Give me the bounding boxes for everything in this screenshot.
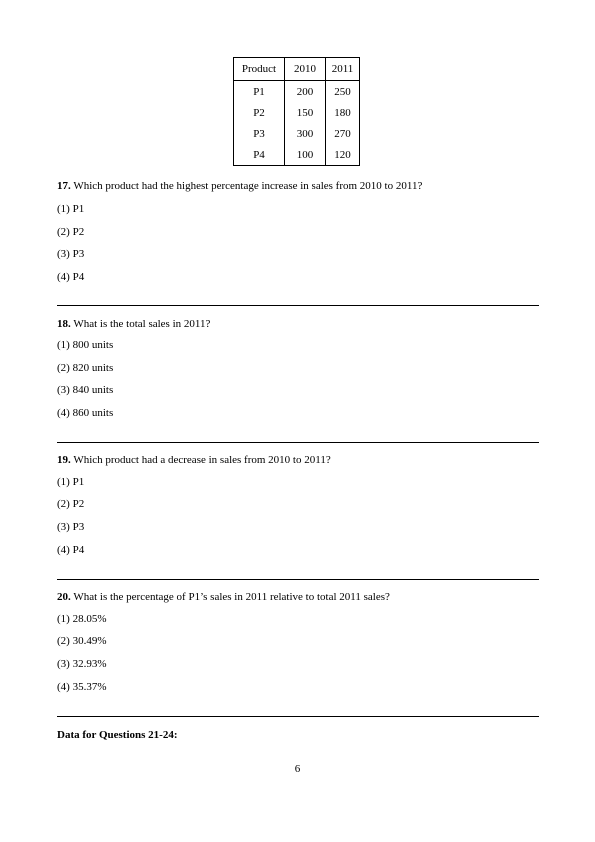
- answer-option: (4) P4: [57, 271, 85, 283]
- table-row: [234, 144, 360, 166]
- table-header-row: [234, 58, 360, 81]
- divider: [57, 716, 539, 717]
- question-text: What is the percentage of P1’s sales in 2011 relative to total 2011 sales?: [73, 591, 390, 603]
- table-cell: P4: [234, 144, 285, 166]
- answer-option: (1) P1: [57, 203, 85, 215]
- question-17: [57, 180, 422, 193]
- table-header-cell: 2010: [285, 58, 326, 81]
- answer-option: (2) P2: [57, 498, 85, 510]
- table-cell: 180: [326, 102, 360, 123]
- table-cell: 100: [285, 144, 326, 166]
- answer-option: (3) P3: [57, 248, 85, 260]
- question-18: [57, 318, 210, 331]
- answer-option: (3) 840 units: [57, 384, 114, 396]
- sales-table: [233, 57, 360, 166]
- question-text: Which product had a decrease in sales from 2010 to 2011?: [73, 454, 331, 466]
- table-row: [234, 81, 360, 103]
- answer-option: (4) P4: [57, 544, 85, 556]
- answer-option: (3) P3: [57, 521, 85, 533]
- question-number: 20.: [57, 591, 71, 603]
- answer-option: (4) 860 units: [57, 407, 114, 419]
- table-row: [234, 102, 360, 123]
- question-number: 17.: [57, 180, 71, 192]
- answer-option: (2) P2: [57, 226, 85, 238]
- table-row: [234, 123, 360, 144]
- answer-option: (3) 32.93%: [57, 658, 107, 670]
- table-cell: 270: [326, 123, 360, 144]
- table-cell: P3: [234, 123, 285, 144]
- table-header-cell: Product: [234, 58, 285, 81]
- table-cell: 120: [326, 144, 360, 166]
- answer-option: (1) P1: [57, 476, 85, 488]
- question-19: [57, 454, 331, 467]
- table-cell: 200: [285, 81, 326, 103]
- answer-option: (4) 35.37%: [57, 681, 107, 693]
- divider: [57, 305, 539, 306]
- answer-option: (2) 820 units: [57, 362, 114, 374]
- table-header-cell: 2011: [326, 58, 360, 81]
- question-number: 19.: [57, 454, 71, 466]
- table-cell: 300: [285, 123, 326, 144]
- question-text: What is the total sales in 2011?: [73, 318, 211, 330]
- table-cell: 250: [326, 81, 360, 103]
- divider: [57, 579, 539, 580]
- answer-option: (1) 28.05%: [57, 613, 107, 625]
- question-number: 18.: [57, 318, 71, 330]
- question-20: [57, 591, 390, 604]
- answer-option: (1) 800 units: [57, 339, 114, 351]
- page-number: 6: [294, 763, 301, 775]
- table-cell: 150: [285, 102, 326, 123]
- question-text: Which product had the highest percentage increase in sales from 2010 to 2011?: [73, 180, 423, 192]
- divider: [57, 442, 539, 443]
- section-heading: Data for Questions 21-24:: [57, 729, 178, 741]
- answer-option: (2) 30.49%: [57, 635, 107, 647]
- table-cell: P2: [234, 102, 285, 123]
- table-cell: P1: [234, 81, 285, 103]
